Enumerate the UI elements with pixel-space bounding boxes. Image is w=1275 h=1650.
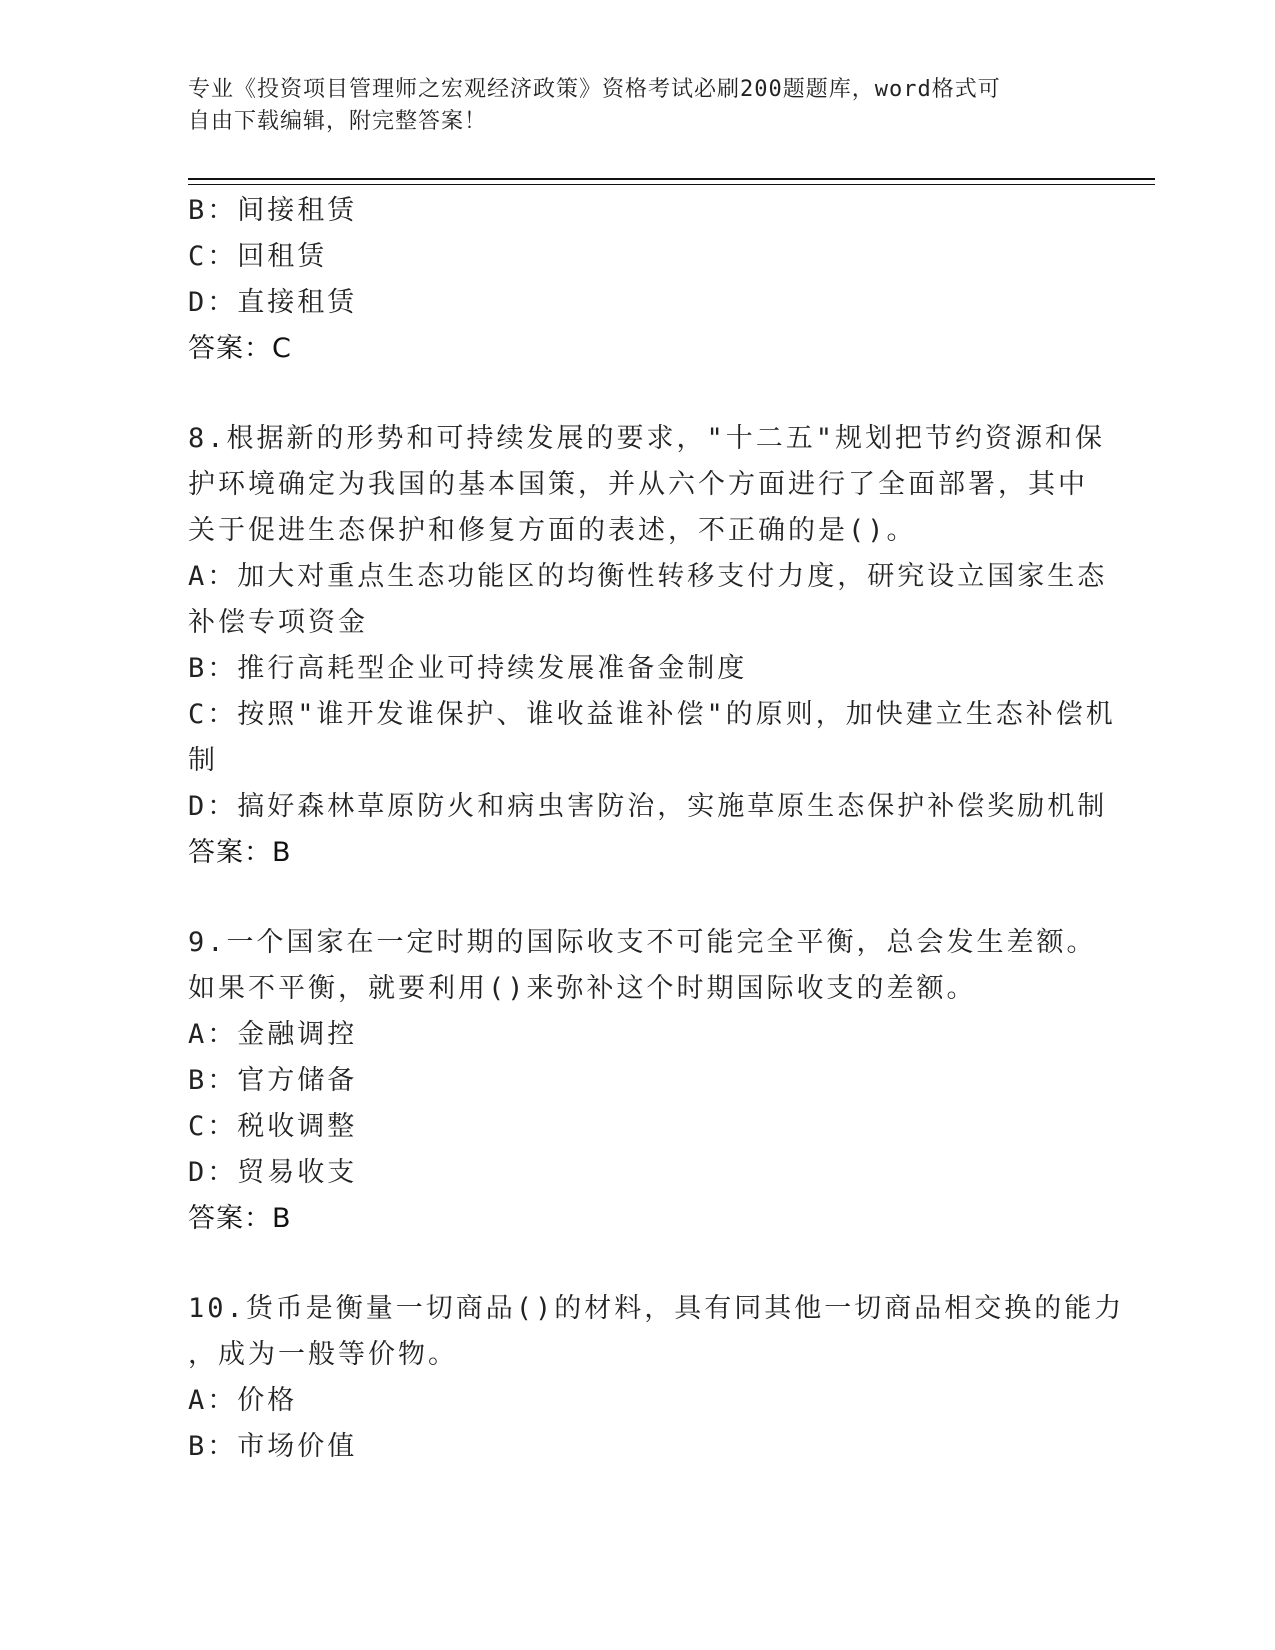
option-a-continued: 补偿专项资金 [188,607,368,638]
header-line-1: 专业《投资项目管理师之宏观经济政策》资格考试必刷200题题库，word格式可 [188,77,1001,102]
document-header [188,74,1068,138]
option-a: A：加大对重点生态功能区的均衡性转移支付力度，研究设立国家生态 [188,561,1108,592]
option-a: A：价格 [188,1385,298,1416]
option-a: A：金融调控 [188,1019,358,1050]
option-b: B：市场价值 [188,1431,358,1462]
option-c-continued: 制 [188,745,218,776]
option-c: C：按照"谁开发谁保护、谁收益谁补偿"的原则，加快建立生态补偿机 [188,699,1116,730]
question-stem: 关于促进生态保护和修复方面的表述，不正确的是()。 [188,515,917,546]
header-divider-thick [188,178,1155,180]
option-d: D：直接租赁 [188,287,358,318]
option-d: D：搞好森林草原防火和病虫害防治，实施草原生态保护补偿奖励机制 [188,791,1108,822]
header-line-2: 自由下载编辑，附完整答案！ [188,109,488,134]
question-9 [188,920,1097,1242]
question-stem: 护环境确定为我国的基本国策，并从六个方面进行了全面部署，其中 [188,469,1088,500]
question-8 [188,416,1116,876]
option-b: B：间接租赁 [188,195,358,226]
question-stem: ，成为一般等价物。 [188,1339,458,1370]
answer: 答案：C [188,333,292,364]
question-list [188,188,1125,1470]
option-b: B：官方储备 [188,1065,358,1096]
answer: 答案：B [188,837,292,868]
question-10 [188,1286,1125,1470]
question-stem: 8.根据新的形势和可持续发展的要求，"十二五"规划把节约资源和保 [188,423,1106,454]
answer: 答案：B [188,1203,292,1234]
question-stem: 如果不平衡，就要利用()来弥补这个时期国际收支的差额。 [188,973,977,1004]
option-d: D：贸易收支 [188,1157,358,1188]
option-c: C：税收调整 [188,1111,358,1142]
question-stem: 10.货币是衡量一切商品()的材料，具有同其他一切商品相交换的能力 [188,1293,1125,1324]
question-7-continued [188,188,1088,372]
option-b: B：推行高耗型企业可持续发展准备金制度 [188,653,748,684]
question-stem: 9.一个国家在一定时期的国际收支不可能完全平衡，总会发生差额。 [188,927,1097,958]
option-c: C：回租赁 [188,241,328,272]
header-divider-thin [188,184,1155,185]
